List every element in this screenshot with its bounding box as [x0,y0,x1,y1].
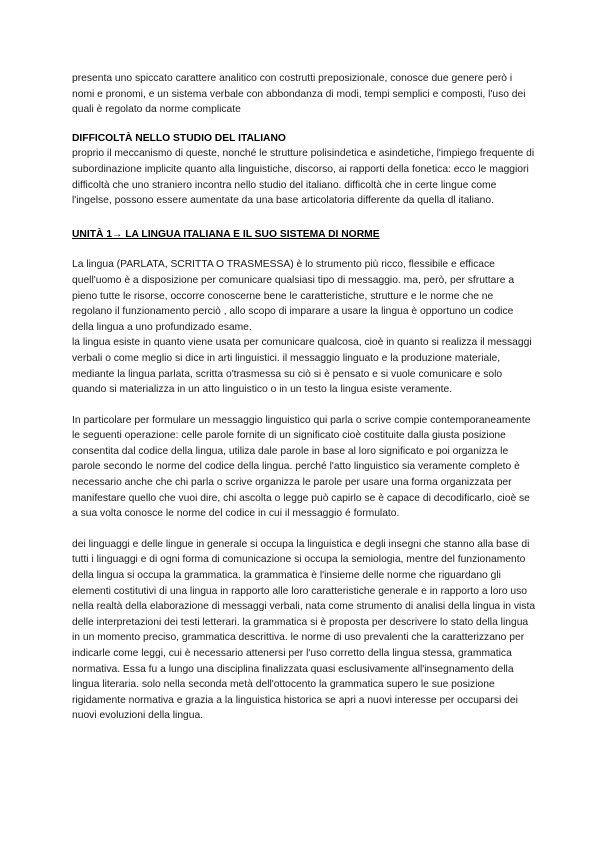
difficulty-heading: DIFFICOLTÀ NELLO STUDIO DEL ITALIANO [72,132,286,144]
unit-1-heading: UNITÀ 1→ LA LINGUA ITALIANA E IL SUO SISTEMA DI NORME [72,228,380,240]
difficulty-paragraph: proprio il meccanismo di queste, nonché le strutture polisindetica e asindetiche, l'impiego frequente di subordinazione implicite quanto alla linguistiche, discorso, ai rapporti della fonetica: ecco le maggiori difficoltà che uno straniero incontra nello studio del italiano. difficoltà che in certe lingue come l'ingelse, possono essere aumentate da una base articolatoria differente da quella dl italiano. [72,148,535,207]
unit-paragraph-3: In particolare per formulare un messaggio linguistico qui parla o scrive compie contemporaneamente le seguenti operazione: celle parole fornite di un significato cioè costituite dalla giusta posizione consentita dal codice della lingua, utiliza dale parole in base al loro significato e poi organizza le parole secondo le norme del codice della lingua. perché l'atto linguistico sia veramente completo è necessario anche che chi parla o scrive organizza le parole per usare una forma organizzata per manifestare quello che vuoi dire, chi ascolta o legge può capirlo se è capace di decodificarlo, cioè se a sua volta conosce le norme del codice in cui il messaggio é formulato. [72,414,531,520]
document-page [72,71,536,724]
unit-paragraph-4: dei linguaggi e delle lingue in generale si occupa la linguistica e degli insegni che stanno alla base di tutti i linguaggi e di ogni forma di comunicazione si occupa la semiologia, mentre del funzionamento della lingua si occupa la grammatica. la grammatica è l'insieme delle norme che riguardano gli elementi costitutivi di una lingua in rapporto alle loro caratteristiche generale e in rapporto a loro uso nella realtà della elaborazione di messaggi verbali, nata come strumento di analisi della lingua in vista delle interpretazioni dei testi letterari. la grammatica si è proposta per descrivere lo stato della lingua in un momento preciso, grammatica descrittiva. le norme di uso prevalenti che la caratterizzano per indicarle come leggi, cui è necessario attenersi per l'uso corretto della lingua stessa, grammatica normativa. Essa fu a lungo una disciplina finalizzata quasi esclusivamente all'insegnamento della lingua literaria. solo nella seconda metà dell'ottocento la grammatica supero le sue posizione rigidamente normativa e grazia a la linguistica historica se apri a nuovi interesse per occuparsi dei nuovi evoluzioni della lingua. [72,538,536,722]
unit-paragraph-2: la lingua esiste in quanto viene usata per comunicare qualcosa, cioè in quanto si realizza il messaggi verbali o come meglio si dice in arti linguistici. il messaggio linguato e la produzione materiale, mediante la lingua parlata, scritta o'trasmessa su ciò si è pensato e si vuole comunicare e solo quando si materializza in un atto linguistico o in un testo la lingua esiste veramente. [72,337,532,396]
unit-paragraph-1: La lingua (PARLATA, SCRITTA O TRASMESSA) è lo strumento più ricco, flessibile e efficace quell'uomo è a disposizione per comunicare qualsiasi tipo di messaggio. ma, però, per sfruttare a pieno tutte le risorse, occorre conoscerne bene le caratteristiche, strutture e le norme che ne regolano il funzionamento perciò , allo scopo di imparare a usare la lingua è opportuno un codice della lingua a uno profundizado esame. [72,259,515,333]
intro-paragraph: presenta uno spiccato carattere analitico con costrutti preposizionale, conosce due genere però i nomi e pronomi, e un sistema verbale con abbondanza di modi, tempi semplici e composti, l'uso dei quali è regolato da norme complicate [72,73,526,116]
